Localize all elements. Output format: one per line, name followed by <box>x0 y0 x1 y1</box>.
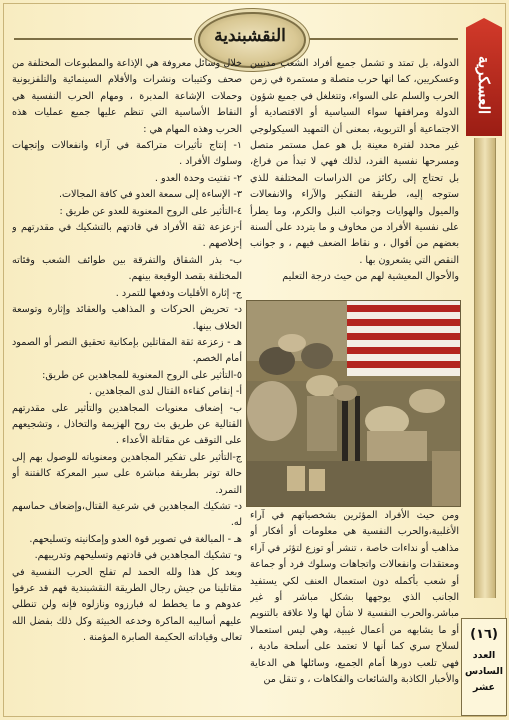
list-item: و- تشكيك المجاهدين في قادتهم وتسليحهم وتدريبهم. <box>34 550 242 562</box>
sidebar-strip <box>474 138 496 598</box>
header-rule-left <box>14 38 192 40</box>
list-item: ١- إنتاج تأثيرات متراكمة في آراء وانفعالات وإتجهات وسلوك الأفراد . <box>12 140 242 168</box>
issue-box <box>461 618 507 716</box>
soldiers-memorial-photo <box>247 301 460 506</box>
left-column <box>12 56 242 714</box>
list-item: هـ - زعزعة ثقة المقاتلين بإمكانية تحقيق النصر أو الصمود أمام الخصم. <box>12 336 242 365</box>
article-photo <box>246 300 461 507</box>
list-item: ب- إضعاف معنويات المجاهدين والتأثير على مقدرتهم القتالية عن طريق بث روح الهزيمة والتخاذل ، وتشجيعهم على التوقف عن مقاتلة الأعداء . <box>12 402 242 447</box>
list-item: ٢- تفتيت وحدة العدو . <box>154 172 242 184</box>
list-item: ج-التأثير على تفكير المجاهدين ومعنوياته للوصول بهم إلى حالة توتر بطريقة مباشرة على سير المعركة كالفتنة أو التمرد. <box>12 451 242 496</box>
list-item: ب- بذر الشقاق والتفرقة بين طوائف الشعب وفئاته المختلفة بقصد الوقيعة بينهم. <box>12 254 242 283</box>
list-item: ٣- الإساءة إلى سمعة العدو في كافة المجالات. <box>58 189 242 201</box>
right-column-bottom <box>250 508 459 714</box>
paragraph: خلال وسائل معروفة هي الإذاعة والمطبوعات المختلفة من صحف وكتيبات ونشرات والأفلام السينمائية والتلفزيونية وحملات الإشاعة المدبرة ، ومهام الحرب النفسية هي النقاط الأساسية التي تنظم عليها جميع عمليات هذه الحرب وهذه المهام هي : <box>12 58 242 135</box>
flag <box>347 301 460 376</box>
list-item: ج- إثارة الأقليات ودفعها للتمرد . <box>115 287 242 299</box>
section-label: العسكرية <box>475 55 493 115</box>
header-rule-right <box>308 38 458 40</box>
list-item: ٥-التأثير على الروح المعنوية للمجاهدين عن طريق: <box>42 369 242 381</box>
paragraph: الدولة، بل تمتد و تشمل جميع أفراد الشعب مدنيين وعسكريين، كما انها حرب متصلة و مستمرة في زمن الحرب والسلم على السواء، وتتغلغل في جميع شؤون الدولة ومرافقها سواء السياسية أو الاقتصادية أو الاجتماعية أو التربوية، بمعنى أن التمهيد السيكولوجي غير محدد لفترة معينة بل هو عمل مستمر متصل ومسرحها نفسية الفرد، لذلك فهي لا تبدأ من فراغ، بل تحتاج إلى ركائز من الدراسات المختلفة للذي ستوجه إليه، طريقة التفكير والآراء والانفعالات والميول والهوايات وجوانب النبل والكرم، وما يطرأ على نفسية الأفراد من مخاوف و ما يتردد على ألسنة بعضهم من أقوال ، و نقاط الضعف فيهم ، و جوانب النقص التي يشعرون بها . <box>250 58 459 266</box>
list-item: أ-زعزعة ثقة الأفراد في قادتهم بالتشكيك في مقدرتهم و إخلاصهم . <box>12 222 242 250</box>
issue-label: العدد السادس عشر <box>464 650 504 693</box>
header-title: النقشبندية <box>214 26 286 46</box>
list-item: د- تحريض الحركات و المذاهب والعقائد وإثارة وتوسعة الخلاف بينها. <box>12 304 242 332</box>
list-item: ٤-التأثير على الروح المعنوية للعدو عن طريق : <box>59 205 242 217</box>
right-column-top <box>250 56 459 302</box>
list-item: د- تشكيك المجاهدين في شرعية القتال،وإضعاف حماسهم له. <box>12 500 242 529</box>
page-number: (١٦) <box>470 627 498 642</box>
list-item: أ- إنقاص كفاءة القتال لدى المجاهدين . <box>88 386 242 398</box>
paragraph: ومن حيث الأفراد المؤثرين بشخصياتهم في آراء الأغلبية،والحرب النفسية هي معلومات أو أفكار أو مذاهب أو نداءات خاصة ، تنشر أو توزع لتؤثر في آراء ومعتقدات وانفعالات واتجاهات وسلوك فرد أو جماعة أو شعب بأكمله دون استعمال العنف لكي يستفيد الجانب الذي يوجهها بشكل مباشر أو غير مباشر.والحرب النفسية لا شأن لها ولا علاقة بالتنويم أو ما يشابهه من أعمال غيبية، وهي ليس استعمالا لسلاح سري كما أنها لا تعتمد على أسلحة مادية ، فهي تلعب دورها أمام الجميع، وسائلها هي الدعاية والأخبار الكاذبة والشائعات والفكاهات ، و تنقل من <box>250 510 459 686</box>
list-item: هـ - المبالغة في تصوير قوة العدو وإمكانيته وتسليحهم. <box>29 533 242 545</box>
paragraph: والأحوال المعيشية لهم من حيث درجة التعليم <box>282 271 459 283</box>
paragraph: وبعد كل هذا ولله الحمد لم تفلح الحرب النفسية في مقاتلينا من جيش رجال الطريقة النقشبندية فهم قد عرفوا عدوهم و ما يخطط له فبارزوه ونازلوه فإنه ولن تنطلي عليهم أساليبه الماكرة وخدعه الخبيثة وكل ذلك بفضل الله تعالى وقياداته الحكيمة الصابرة المؤمنة . <box>12 566 242 644</box>
